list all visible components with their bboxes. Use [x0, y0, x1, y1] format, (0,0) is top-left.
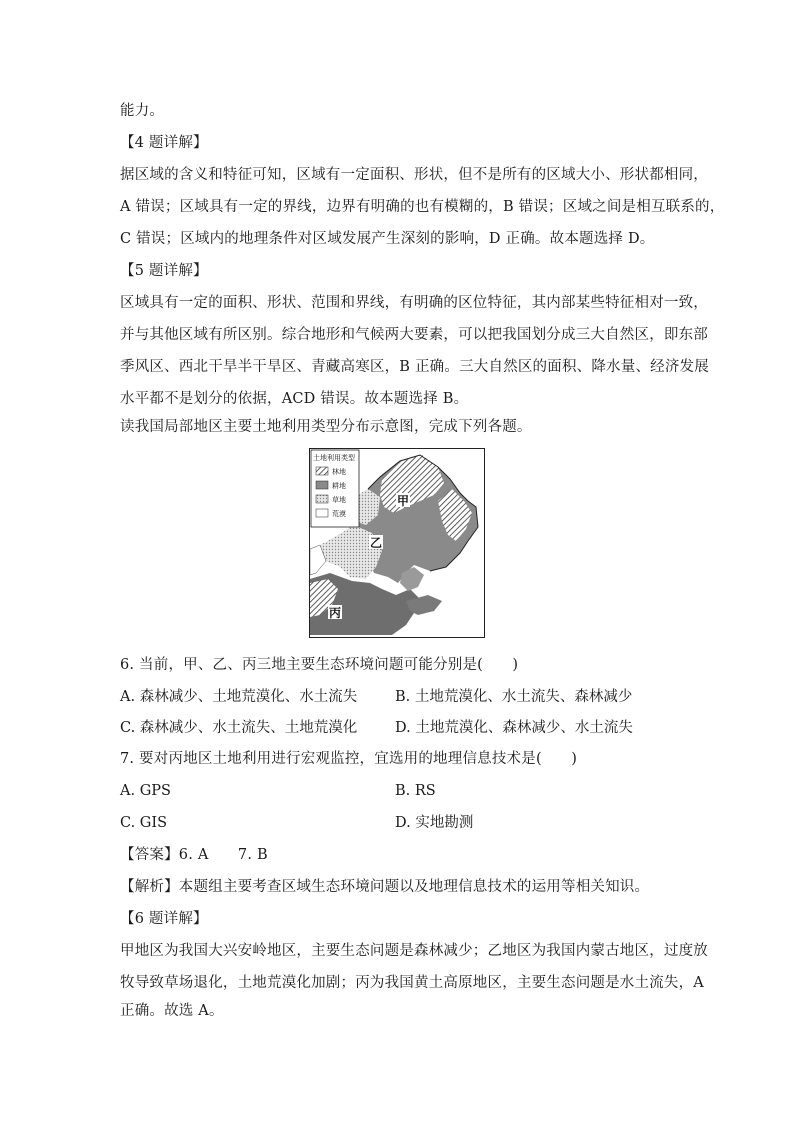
label-bing: 丙 — [329, 606, 342, 620]
land-use-map — [309, 448, 485, 638]
legend-grassland: 草地 — [332, 496, 346, 504]
text-line: 读我国局部地区主要土地利用类型分布示意图，完成下列各题。 — [120, 419, 532, 435]
legend-desert: 荒漠 — [332, 510, 346, 518]
q6-option-d: D. 土地荒漠化、森林减少、水土流失 — [395, 720, 633, 736]
text-line: 能力。 — [120, 103, 165, 119]
text-line: 牧导致草场退化，土地荒漠化加剧；丙为我国黄土高原地区，主要生态问题是水土流失，A — [120, 975, 704, 991]
q7-option-d: D. 实地勘测 — [395, 815, 474, 831]
text-line: 据区域的含义和特征可知，区域有一定面积、形状，但不是所有的区域大小、形状都相同， — [120, 167, 708, 183]
text-line: C 错误；区域内的地理条件对区域发展产生深刻的影响，D 正确。故本题选择 D。 — [120, 231, 655, 247]
analysis-line: 【解析】本题组主要考查区域生态环境问题以及地理信息技术的运用等相关知识。 — [120, 879, 650, 895]
q7-option-b: B. RS — [395, 783, 436, 799]
q7-option-c: C. GIS — [120, 815, 168, 831]
legend-title: 土地利用类型 — [313, 454, 355, 462]
text-line: 区域具有一定的面积、形状、范围和界线，有明确的区位特征，其内部某些特征相对一致， — [120, 295, 708, 311]
text-line: 正确。故选 A。 — [120, 1003, 224, 1019]
q6-option-a: A. 森林减少、土地荒漠化、水土流失 — [120, 689, 358, 705]
legend-farmland: 耕地 — [332, 482, 346, 490]
text-line: A 错误；区域具有一定的界线，边界有明确的也有模糊的，B 错误；区域之间是相互联系的， — [120, 199, 725, 215]
text-line: 季风区、西北干旱半干旱区、青藏高寒区，B 正确。三大自然区的面积、降水量、经济发展 — [120, 359, 709, 375]
label-jia: 甲 — [397, 494, 410, 508]
q6-option-b: B. 土地荒漠化、水土流失、森林减少 — [395, 689, 633, 705]
answer-line: 【答案】6. A 7. B — [120, 847, 268, 863]
text-line: 并与其他区域有所区别。综合地形和气候两大要素，可以把我国划分成三大自然区，即东部 — [120, 327, 708, 343]
q6-option-c: C. 森林减少、水土流失、土地荒漠化 — [120, 720, 358, 736]
text-line: 水平都不是划分的依据，ACD 错误。故本题选择 B。 — [120, 391, 469, 407]
q7-option-a: A. GPS — [120, 783, 171, 799]
text-line: 甲地区为我国大兴安岭地区，主要生态问题是森林减少；乙地区为我国内蒙古地区，过度放 — [120, 943, 708, 959]
label-yi: 乙 — [370, 536, 383, 550]
section-heading: 【6 题详解】 — [120, 911, 208, 927]
section-heading: 【5 题详解】 — [120, 263, 208, 279]
section-heading: 【4 题详解】 — [120, 135, 208, 151]
question-7-stem: 7. 要对丙地区土地利用进行宏观监控，宜选用的地理信息技术是( ) — [120, 751, 578, 767]
legend-forest: 林地 — [332, 468, 346, 476]
question-6-stem: 6. 当前，甲、乙、丙三地主要生态环境问题可能分别是( ) — [120, 657, 519, 673]
